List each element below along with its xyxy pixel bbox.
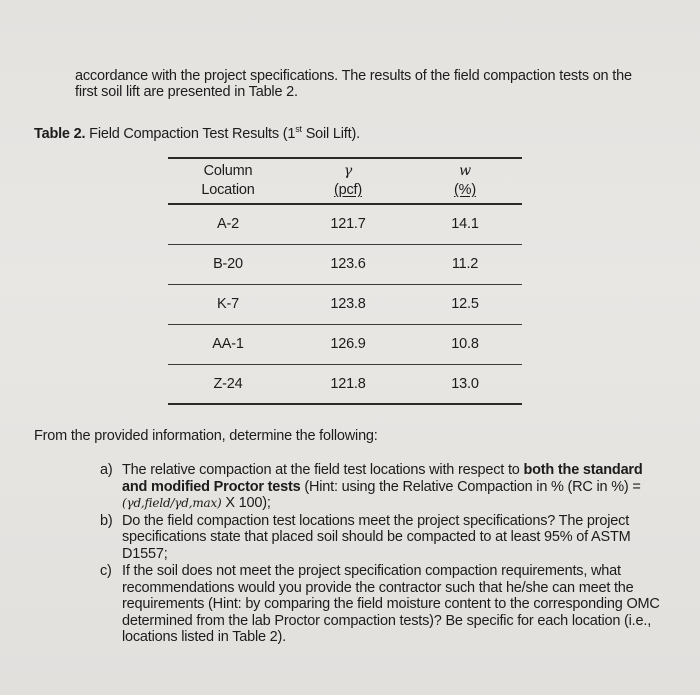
cell-location: Z-24 [213, 375, 243, 392]
header-column-location [168, 158, 288, 204]
table-row [168, 364, 522, 404]
cell-gamma: 121.7 [330, 216, 366, 233]
table-caption-text: Field Compaction Test Results (1 [85, 125, 296, 142]
table-row [168, 204, 522, 244]
question-a-part1: The relative compaction at the field test locations with respect to [122, 462, 524, 478]
question-c-text: If the soil does not meet the project specification compaction requirements, what recommendations would you provide the contractor such that he/she can meet the requirements (Hint: by comparing the field moisture content to the corresponding OMC determined from the lab Proctor compaction tests)? Be specific for each location (i.e., locations listed in Table 2). [122, 563, 660, 645]
question-a-marker: a) [100, 462, 113, 478]
header-w-unit: (%) [454, 182, 476, 198]
instructions-lead: From the provided information, determine the following: [34, 428, 378, 444]
table-caption [34, 124, 360, 142]
header-location-line1: Column [203, 163, 253, 179]
question-b-text: Do the field compaction test locations meet the project specifications? The project specifications state that placed soil should be compacted to at least 95% of ASTM D1557; [122, 512, 631, 562]
question-a-formula: (γd,field/γd,max) [122, 496, 222, 510]
compaction-table-wrap [168, 157, 522, 405]
question-b-marker: b) [100, 512, 113, 529]
compaction-table [168, 157, 522, 405]
cell-location: AA-1 [212, 336, 244, 352]
cell-w: 10.8 [451, 336, 479, 352]
table-caption-text-end: Soil Lift). [301, 125, 360, 142]
cell-gamma: 123.6 [330, 256, 366, 272]
cell-w: 14.1 [451, 216, 479, 233]
table-header-row [168, 158, 522, 204]
cell-gamma: 123.8 [330, 296, 366, 312]
header-unit-weight [288, 158, 408, 204]
question-c-marker: c) [100, 563, 112, 579]
cell-location: A-2 [217, 216, 239, 233]
question-a [100, 462, 660, 512]
table-row [168, 324, 522, 364]
cell-location: B-20 [213, 256, 243, 272]
cell-w: 12.5 [451, 296, 479, 312]
question-b [100, 513, 660, 563]
table-row [168, 244, 522, 284]
table-row [168, 284, 522, 324]
header-location-line2: Location [201, 182, 255, 198]
question-a-part2: (Hint: using the Relative Compaction in % (RC in %) = [300, 478, 641, 495]
question-a-bold: both the standard and modified Proctor tests [122, 462, 643, 495]
header-moisture [408, 158, 522, 204]
question-c [100, 563, 660, 646]
cell-gamma: 126.9 [330, 336, 366, 352]
header-gamma-unit: (pcf) [333, 182, 362, 198]
question-list [100, 462, 660, 647]
question-a-part3: X 100); [221, 495, 271, 511]
cell-gamma: 121.8 [330, 375, 366, 392]
cell-w: 11.2 [451, 256, 479, 272]
question-a-text [122, 462, 660, 512]
cell-w: 13.0 [451, 375, 479, 392]
cell-location: K-7 [217, 296, 239, 312]
header-gamma-symbol: γ [343, 163, 353, 179]
header-w-symbol: w [459, 163, 471, 179]
intro-paragraph: accordance with the project specifications. The results of the field compaction tests on the first soil lift are presented in Table 2. [75, 68, 632, 100]
table-caption-label: Table 2. [34, 125, 86, 142]
table-caption-sup: st [295, 124, 302, 134]
